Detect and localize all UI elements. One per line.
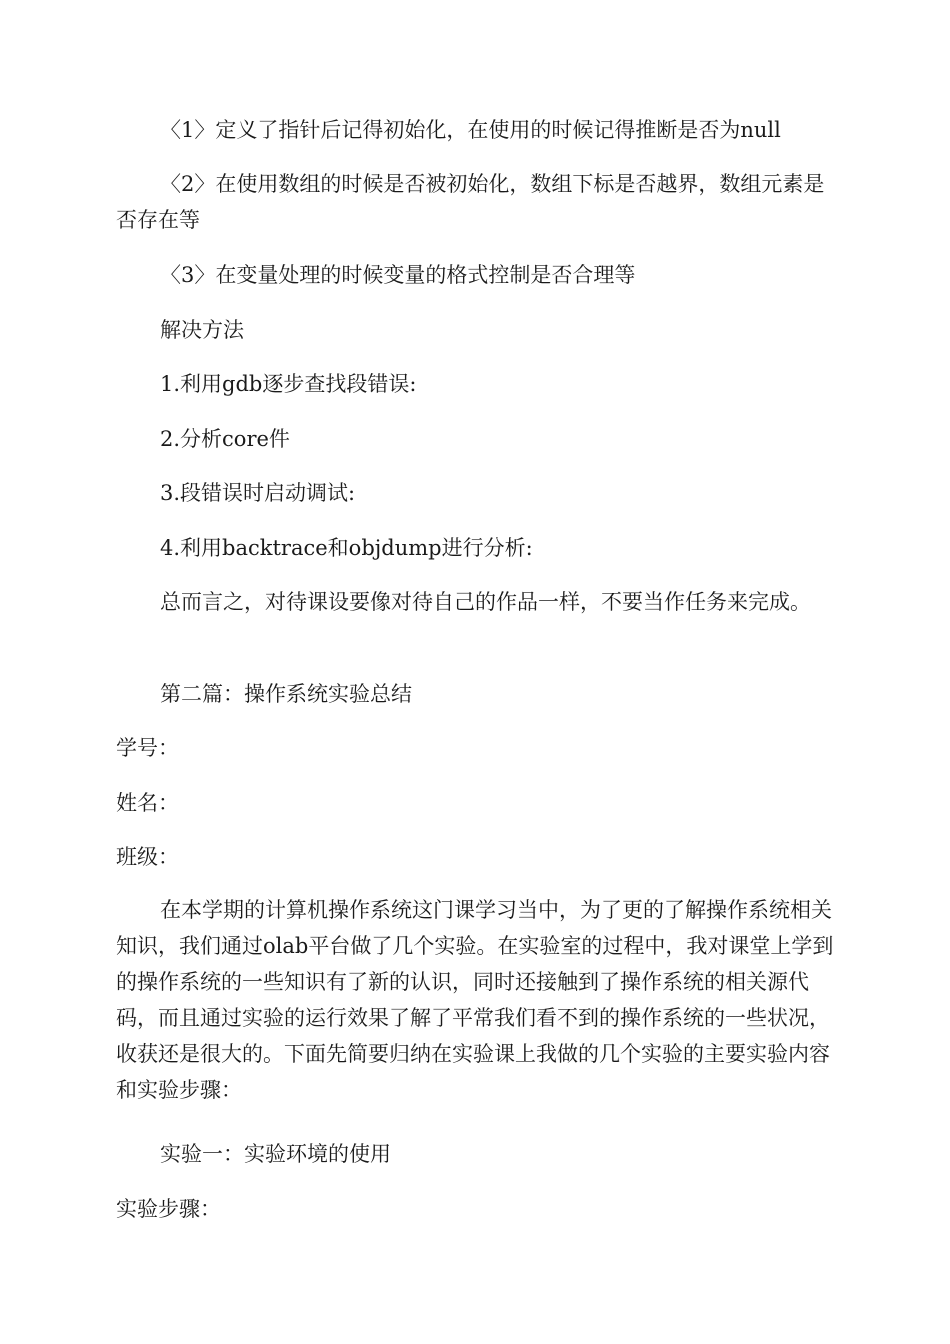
paragraph-solution-heading: 解决方法 (160, 318, 244, 342)
paragraph-step-debug: 3.段错误时启动调试: (160, 481, 356, 505)
experiment-one-title: 实验一：实验环境的使用 (160, 1142, 391, 1166)
paragraph-array-check: 〈2〉在使用数组的时候是否被初始化，数组下标是否越界，数组元素是否存在等 (116, 172, 825, 232)
field-class: 班级： (116, 845, 179, 869)
paragraph-variable-format: 〈3〉在变量处理的时候变量的格式控制是否合理等 (160, 263, 636, 287)
experiment-steps-label: 实验步骤： (116, 1197, 221, 1221)
paragraph-summary: 总而言之，对待课设要像对待自己的作品一样，不要当作任务来完成。 (160, 590, 811, 614)
paragraph-pointer-init: 〈1〉定义了指针后记得初始化，在使用的时候记得推断是否为null (160, 118, 781, 142)
paragraph-step-gdb: 1.利用gdb逐步查找段错误: (160, 372, 417, 396)
field-name: 姓名： (116, 791, 179, 815)
paragraph-step-backtrace: 4.利用backtrace和objdump进行分析: (160, 536, 533, 560)
paragraph-step-core: 2.分析core件 (160, 427, 290, 451)
section-title: 第二篇：操作系统实验总结 (160, 682, 412, 706)
field-student-id: 学号： (116, 736, 179, 760)
paragraph-intro: 在本学期的计算机操作系统这门课学习当中，为了更的了解操作系统相关知识，我们通过olab平台做了几个实验。在实验室的过程中，我对课堂上学到的操作系统的一些知识有了新的认识，同时还接触到了操作系统的相关源代码，而且通过实验的运行效果了解了平常我们看不到的操作系统的一些状况，收获还是很大的。下面先简要归纳在实验课上我做的几个实验的主要实验内容和实验步骤： (116, 898, 834, 1102)
